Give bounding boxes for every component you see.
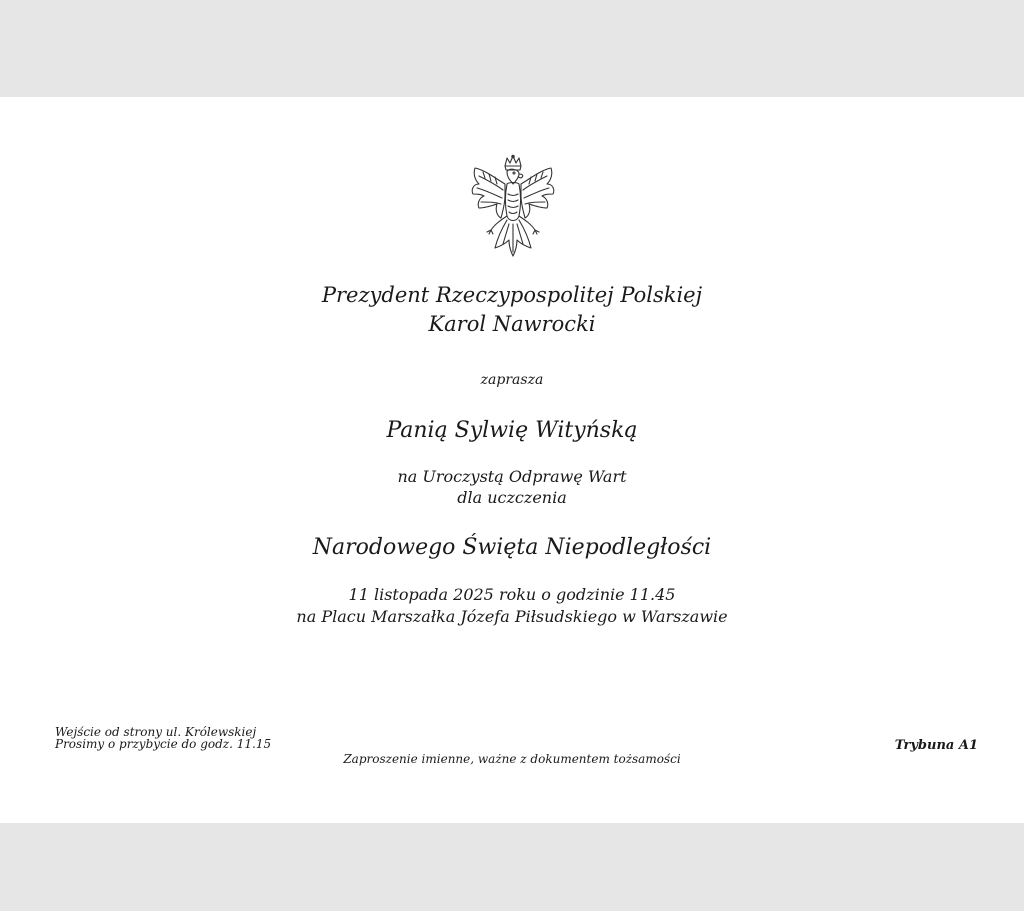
validity-note: Zaproszenie imienne, ważne z dokumentem tożsamości [343,752,681,766]
entrance-text: Wejście od strony ul. Królewskiej [55,725,257,739]
guest-name: Panią Sylwię Wityńską [386,418,638,443]
event-block [0,466,1024,508]
date-time: 11 listopada 2025 roku o godzinie 11.45 [348,585,676,604]
stand-label: Trybuna A1 [894,738,978,753]
when-block [0,584,1024,628]
place: na Placu Marszałka Józefa Piłsudskiego w Warszawie [296,607,728,626]
invitation-card [0,97,1024,823]
host-name: Karol Nawrocki [428,312,596,336]
event-line-2: dla uczczenia [457,488,567,507]
host-title: Prezydent Rzeczypospolitej Polskiej [321,283,703,307]
entry-info [55,726,271,750]
polish-white-eagle-icon [467,154,559,258]
arrival-text: Prosimy o przybycie do godz. 11.15 [55,737,272,751]
invites-text: zaprasza [480,372,544,388]
holiday-name: Narodowego Święta Niepodległości [312,535,712,560]
host-block [0,281,1024,339]
event-line-1: na Uroczystą Odprawę Wart [397,467,627,486]
